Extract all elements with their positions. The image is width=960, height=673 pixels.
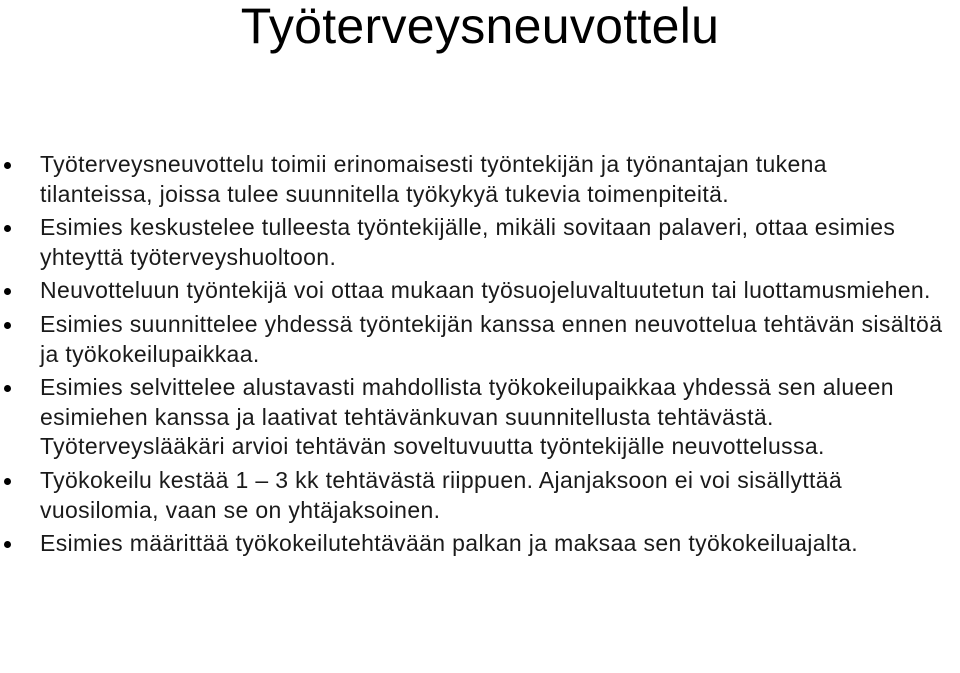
slide-title: Työterveysneuvottelu (240, 0, 720, 54)
bullet-item (0, 213, 960, 272)
bullet-dot-icon (4, 162, 11, 169)
bullet-dot-icon (4, 541, 11, 548)
bullet-text: Esimies suunnittelee yhdessä työntekijän kanssa ennen neuvottelua tehtävän sisältöä ja työkokeilupaikkaa. (40, 310, 943, 367)
bullet-text: Esimies määrittää työkokeilutehtävään palkan ja maksaa sen työkokeiluajalta. (40, 530, 858, 557)
bullet-dot-icon (4, 225, 11, 232)
bullet-item (0, 150, 960, 209)
bullet-dot-icon (4, 288, 11, 295)
bullet-dot-icon (4, 322, 11, 329)
bullet-text: Neuvotteluun työntekijä voi ottaa mukaan työsuojeluvaltuutetun tai luottamusmiehen. (40, 277, 931, 304)
bullet-dot-icon (4, 385, 11, 392)
bullet-item (0, 276, 960, 306)
bullet-text: Esimies keskustelee tulleesta työntekijälle, mikäli sovitaan palaveri, ottaa esimies yhteyttä työterveyshuoltoon. (40, 214, 896, 270)
bullet-text: Työterveysneuvottelu toimii erinomaisesti työntekijän ja työnantajan tukena tilanteissa, joissa tulee suunnitella työkykyä tukevia toimenpiteitä. (40, 151, 827, 207)
bullet-item (0, 373, 960, 462)
bullet-item (0, 310, 960, 369)
bullet-item (0, 466, 960, 525)
bullet-text: Työkokeilu kestää 1 – 3 kk tehtävästä riippuen. Ajanjaksoon ei voi sisällyttää vuosilomia, vaan se on yhtäjaksoinen. (40, 466, 843, 523)
bullet-item (0, 529, 960, 559)
bullet-dot-icon (4, 478, 11, 485)
bullet-list (0, 150, 960, 563)
bullet-text: Esimies selvittelee alustavasti mahdollista työkokeilupaikkaa yhdessä sen alueen esimiehen kanssa ja laativat tehtävänkuvan suunnitellusta tehtävästä. Työterveyslääkäri arvioi tehtävän soveltuvuutta työntekijälle neuvottelussa. (40, 374, 894, 460)
